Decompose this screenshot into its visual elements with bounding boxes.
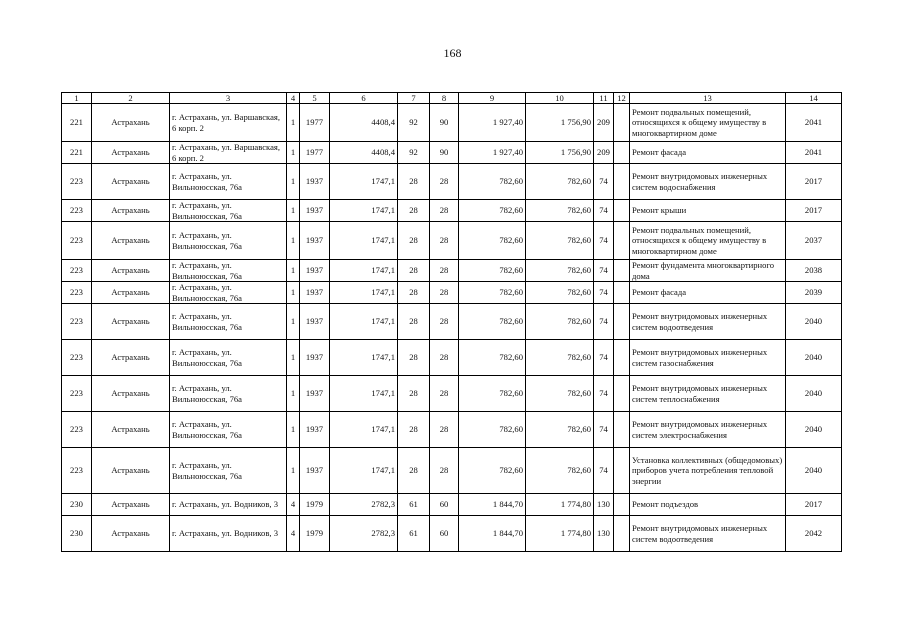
cell-col-14: 2040 — [786, 376, 842, 412]
cell-col-7: 28 — [398, 282, 430, 304]
cell-col-12 — [614, 376, 630, 412]
cell-col-6: 1747,1 — [330, 448, 398, 494]
cell-col-2: Астрахань — [92, 516, 170, 552]
cell-col-3: г. Астрахань, ул. Вильноюсская, 76а — [170, 164, 287, 200]
cell-col-13: Ремонт внутридомовых инженерных систем водоотведения — [630, 516, 786, 552]
cell-col-14: 2017 — [786, 200, 842, 222]
cell-col-10: 782,60 — [526, 200, 594, 222]
cell-col-13: Ремонт фундамента многоквартирного дома — [630, 260, 786, 282]
cell-col-10: 782,60 — [526, 376, 594, 412]
cell-col-3: г. Астрахань, ул. Вильноюсская, 76а — [170, 412, 287, 448]
cell-col-12 — [614, 494, 630, 516]
cell-col-11: 74 — [594, 260, 614, 282]
column-header-5: 5 — [300, 93, 330, 104]
cell-col-9: 1 927,40 — [459, 142, 526, 164]
cell-col-4: 1 — [287, 260, 300, 282]
cell-col-5: 1979 — [300, 494, 330, 516]
cell-col-6: 2782,3 — [330, 494, 398, 516]
table-row — [62, 142, 842, 164]
table-row — [62, 222, 842, 260]
cell-col-10: 782,60 — [526, 448, 594, 494]
cell-col-10: 782,60 — [526, 164, 594, 200]
cell-col-13: Ремонт фасада — [630, 142, 786, 164]
cell-col-4: 1 — [287, 412, 300, 448]
cell-col-1: 221 — [62, 104, 92, 142]
cell-col-6: 1747,1 — [330, 164, 398, 200]
cell-col-6: 1747,1 — [330, 222, 398, 260]
cell-col-8: 28 — [430, 304, 459, 340]
cell-col-7: 28 — [398, 340, 430, 376]
cell-col-7: 28 — [398, 222, 430, 260]
cell-col-12 — [614, 222, 630, 260]
cell-col-14: 2039 — [786, 282, 842, 304]
cell-col-2: Астрахань — [92, 222, 170, 260]
cell-col-6: 1747,1 — [330, 304, 398, 340]
cell-col-1: 223 — [62, 200, 92, 222]
cell-col-3: г. Астрахань, ул. Водников, 3 — [170, 494, 287, 516]
cell-col-5: 1979 — [300, 516, 330, 552]
cell-col-11: 130 — [594, 516, 614, 552]
cell-col-8: 60 — [430, 494, 459, 516]
cell-col-13: Установка коллективных (общедомовых) приборов учета потребления тепловой энергии — [630, 448, 786, 494]
cell-col-5: 1937 — [300, 304, 330, 340]
column-header-11: 11 — [594, 93, 614, 104]
cell-col-3: г. Астрахань, ул. Вильноюсская, 76а — [170, 260, 287, 282]
cell-col-6: 2782,3 — [330, 516, 398, 552]
cell-col-3: г. Астрахань, ул. Вильноюсская, 76а — [170, 340, 287, 376]
cell-col-1: 230 — [62, 494, 92, 516]
cell-col-11: 74 — [594, 304, 614, 340]
cell-col-1: 223 — [62, 282, 92, 304]
cell-col-4: 1 — [287, 200, 300, 222]
cell-col-1: 223 — [62, 260, 92, 282]
cell-col-14: 2040 — [786, 448, 842, 494]
cell-col-7: 61 — [398, 494, 430, 516]
cell-col-4: 1 — [287, 376, 300, 412]
cell-col-3: г. Астрахань, ул. Вильноюсская, 76а — [170, 200, 287, 222]
cell-col-14: 2038 — [786, 260, 842, 282]
table-row — [62, 412, 842, 448]
page-number: 168 — [443, 46, 462, 60]
cell-col-1: 223 — [62, 340, 92, 376]
cell-col-13: Ремонт подвальных помещений, относящихся к общему имуществу в многоквартирном доме — [630, 104, 786, 142]
cell-col-2: Астрахань — [92, 104, 170, 142]
cell-col-14: 2040 — [786, 304, 842, 340]
column-header-6: 6 — [330, 93, 398, 104]
cell-col-6: 4408,4 — [330, 104, 398, 142]
table-row — [62, 260, 842, 282]
cell-col-13: Ремонт внутридомовых инженерных систем водоотведения — [630, 304, 786, 340]
cell-col-4: 4 — [287, 516, 300, 552]
cell-col-8: 28 — [430, 222, 459, 260]
cell-col-7: 28 — [398, 412, 430, 448]
cell-col-4: 1 — [287, 304, 300, 340]
cell-col-3: г. Астрахань, ул. Вильноюсская, 76а — [170, 376, 287, 412]
cell-col-10: 782,60 — [526, 340, 594, 376]
cell-col-2: Астрахань — [92, 376, 170, 412]
cell-col-12 — [614, 260, 630, 282]
cell-col-8: 28 — [430, 164, 459, 200]
cell-col-11: 74 — [594, 448, 614, 494]
cell-col-8: 90 — [430, 104, 459, 142]
cell-col-10: 782,60 — [526, 222, 594, 260]
cell-col-1: 223 — [62, 222, 92, 260]
cell-col-12 — [614, 412, 630, 448]
cell-col-12 — [614, 282, 630, 304]
table-row — [62, 304, 842, 340]
cell-col-10: 782,60 — [526, 412, 594, 448]
cell-col-2: Астрахань — [92, 448, 170, 494]
cell-col-1: 223 — [62, 448, 92, 494]
cell-col-3: г. Астрахань, ул. Вильноюсская, 76а — [170, 448, 287, 494]
cell-col-7: 28 — [398, 200, 430, 222]
cell-col-2: Астрахань — [92, 340, 170, 376]
table-row — [62, 494, 842, 516]
column-header-14: 14 — [786, 93, 842, 104]
cell-col-10: 1 756,90 — [526, 142, 594, 164]
cell-col-12 — [614, 104, 630, 142]
cell-col-8: 28 — [430, 282, 459, 304]
cell-col-14: 2041 — [786, 142, 842, 164]
column-header-9: 9 — [459, 93, 526, 104]
cell-col-10: 782,60 — [526, 260, 594, 282]
cell-col-5: 1937 — [300, 340, 330, 376]
cell-col-8: 28 — [430, 340, 459, 376]
cell-col-12 — [614, 164, 630, 200]
cell-col-8: 28 — [430, 448, 459, 494]
cell-col-14: 2041 — [786, 104, 842, 142]
column-header-3: 3 — [170, 93, 287, 104]
cell-col-9: 782,60 — [459, 200, 526, 222]
cell-col-9: 782,60 — [459, 164, 526, 200]
cell-col-11: 74 — [594, 200, 614, 222]
cell-col-4: 1 — [287, 142, 300, 164]
cell-col-2: Астрахань — [92, 142, 170, 164]
table-row — [62, 200, 842, 222]
cell-col-1: 223 — [62, 304, 92, 340]
table-body — [62, 104, 842, 552]
cell-col-8: 28 — [430, 412, 459, 448]
table-row — [62, 340, 842, 376]
cell-col-5: 1937 — [300, 448, 330, 494]
cell-col-6: 1747,1 — [330, 282, 398, 304]
cell-col-13: Ремонт внутридомовых инженерных систем газоснабжения — [630, 340, 786, 376]
column-header-12: 12 — [614, 93, 630, 104]
cell-col-10: 1 774,80 — [526, 516, 594, 552]
cell-col-10: 782,60 — [526, 282, 594, 304]
cell-col-11: 74 — [594, 412, 614, 448]
cell-col-4: 4 — [287, 494, 300, 516]
cell-col-9: 782,60 — [459, 412, 526, 448]
cell-col-11: 209 — [594, 104, 614, 142]
cell-col-4: 1 — [287, 222, 300, 260]
cell-col-12 — [614, 304, 630, 340]
cell-col-3: г. Астрахань, ул. Варшавская, 6 корп. 2 — [170, 142, 287, 164]
cell-col-11: 74 — [594, 222, 614, 260]
cell-col-9: 1 844,70 — [459, 494, 526, 516]
cell-col-9: 782,60 — [459, 304, 526, 340]
cell-col-12 — [614, 142, 630, 164]
cell-col-13: Ремонт фасада — [630, 282, 786, 304]
cell-col-8: 60 — [430, 516, 459, 552]
registry-table — [61, 92, 842, 552]
cell-col-4: 1 — [287, 340, 300, 376]
cell-col-14: 2042 — [786, 516, 842, 552]
column-header-2: 2 — [92, 93, 170, 104]
cell-col-8: 28 — [430, 260, 459, 282]
cell-col-9: 782,60 — [459, 340, 526, 376]
column-header-8: 8 — [430, 93, 459, 104]
cell-col-14: 2040 — [786, 340, 842, 376]
cell-col-7: 28 — [398, 376, 430, 412]
cell-col-2: Астрахань — [92, 200, 170, 222]
table-row — [62, 376, 842, 412]
cell-col-3: г. Астрахань, ул. Варшавская, 6 корп. 2 — [170, 104, 287, 142]
cell-col-2: Астрахань — [92, 164, 170, 200]
cell-col-7: 28 — [398, 164, 430, 200]
table-row — [62, 516, 842, 552]
cell-col-2: Астрахань — [92, 260, 170, 282]
cell-col-4: 1 — [287, 282, 300, 304]
cell-col-6: 1747,1 — [330, 200, 398, 222]
cell-col-6: 1747,1 — [330, 260, 398, 282]
cell-col-6: 1747,1 — [330, 412, 398, 448]
cell-col-6: 1747,1 — [330, 376, 398, 412]
cell-col-4: 1 — [287, 164, 300, 200]
cell-col-13: Ремонт крыши — [630, 200, 786, 222]
cell-col-8: 90 — [430, 142, 459, 164]
cell-col-4: 1 — [287, 104, 300, 142]
cell-col-2: Астрахань — [92, 304, 170, 340]
column-header-row — [62, 93, 842, 104]
table-row — [62, 164, 842, 200]
cell-col-7: 28 — [398, 260, 430, 282]
cell-col-4: 1 — [287, 448, 300, 494]
cell-col-1: 223 — [62, 376, 92, 412]
table-row — [62, 448, 842, 494]
cell-col-3: г. Астрахань, ул. Вильноюсская, 76а — [170, 222, 287, 260]
table-row — [62, 104, 842, 142]
cell-col-13: Ремонт внутридомовых инженерных систем теплоснабжения — [630, 376, 786, 412]
cell-col-2: Астрахань — [92, 494, 170, 516]
cell-col-14: 2017 — [786, 164, 842, 200]
cell-col-1: 223 — [62, 164, 92, 200]
cell-col-9: 1 844,70 — [459, 516, 526, 552]
cell-col-14: 2037 — [786, 222, 842, 260]
cell-col-5: 1937 — [300, 222, 330, 260]
cell-col-13: Ремонт внутридомовых инженерных систем водоснабжения — [630, 164, 786, 200]
cell-col-7: 28 — [398, 448, 430, 494]
cell-col-1: 230 — [62, 516, 92, 552]
cell-col-5: 1937 — [300, 282, 330, 304]
cell-col-9: 782,60 — [459, 448, 526, 494]
cell-col-6: 4408,4 — [330, 142, 398, 164]
cell-col-10: 782,60 — [526, 304, 594, 340]
cell-col-12 — [614, 340, 630, 376]
cell-col-13: Ремонт подъездов — [630, 494, 786, 516]
cell-col-5: 1937 — [300, 260, 330, 282]
table-row — [62, 282, 842, 304]
cell-col-10: 1 774,80 — [526, 494, 594, 516]
cell-col-12 — [614, 200, 630, 222]
cell-col-5: 1977 — [300, 104, 330, 142]
cell-col-11: 130 — [594, 494, 614, 516]
column-header-13: 13 — [630, 93, 786, 104]
cell-col-6: 1747,1 — [330, 340, 398, 376]
cell-col-14: 2017 — [786, 494, 842, 516]
cell-col-11: 74 — [594, 376, 614, 412]
column-header-7: 7 — [398, 93, 430, 104]
cell-col-3: г. Астрахань, ул. Вильноюсская, 76а — [170, 304, 287, 340]
cell-col-5: 1977 — [300, 142, 330, 164]
cell-col-3: г. Астрахань, ул. Водников, 3 — [170, 516, 287, 552]
cell-col-5: 1937 — [300, 164, 330, 200]
column-header-4: 4 — [287, 93, 300, 104]
cell-col-7: 28 — [398, 304, 430, 340]
cell-col-11: 74 — [594, 282, 614, 304]
column-header-1: 1 — [62, 93, 92, 104]
cell-col-12 — [614, 448, 630, 494]
cell-col-2: Астрахань — [92, 412, 170, 448]
cell-col-12 — [614, 516, 630, 552]
cell-col-7: 92 — [398, 142, 430, 164]
cell-col-7: 92 — [398, 104, 430, 142]
cell-col-9: 782,60 — [459, 260, 526, 282]
cell-col-10: 1 756,90 — [526, 104, 594, 142]
cell-col-1: 223 — [62, 412, 92, 448]
cell-col-11: 74 — [594, 164, 614, 200]
cell-col-2: Астрахань — [92, 282, 170, 304]
column-header-10: 10 — [526, 93, 594, 104]
cell-col-14: 2040 — [786, 412, 842, 448]
cell-col-9: 1 927,40 — [459, 104, 526, 142]
cell-col-9: 782,60 — [459, 222, 526, 260]
cell-col-7: 61 — [398, 516, 430, 552]
cell-col-8: 28 — [430, 376, 459, 412]
cell-col-1: 221 — [62, 142, 92, 164]
cell-col-5: 1937 — [300, 200, 330, 222]
cell-col-8: 28 — [430, 200, 459, 222]
cell-col-5: 1937 — [300, 376, 330, 412]
cell-col-13: Ремонт внутридомовых инженерных систем электроснабжения — [630, 412, 786, 448]
cell-col-13: Ремонт подвальных помещений, относящихся к общему имуществу в многоквартирном доме — [630, 222, 786, 260]
cell-col-11: 74 — [594, 340, 614, 376]
cell-col-3: г. Астрахань, ул. Вильноюсская, 76а — [170, 282, 287, 304]
cell-col-11: 209 — [594, 142, 614, 164]
cell-col-9: 782,60 — [459, 376, 526, 412]
cell-col-9: 782,60 — [459, 282, 526, 304]
cell-col-5: 1937 — [300, 412, 330, 448]
